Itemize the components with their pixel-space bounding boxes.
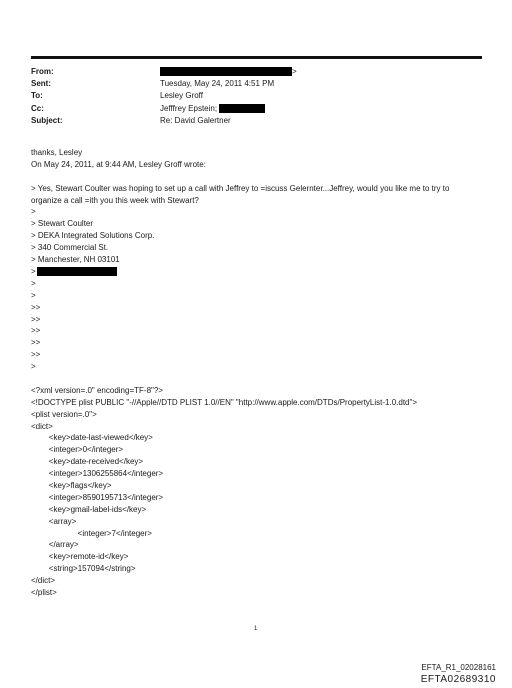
xml-line: <integer>8590195713</integer> bbox=[31, 492, 164, 502]
address-company: > DEKA Integrated Solutions Corp. bbox=[31, 231, 155, 241]
xml-line: <integer>0</integer> bbox=[31, 445, 124, 455]
footer-reference-2: EFTA02689310 bbox=[420, 674, 496, 685]
cc-value: Jefffrey Epstein; bbox=[160, 103, 218, 113]
address-street: > 340 Commercial St. bbox=[31, 243, 109, 253]
quote-line: >> bbox=[31, 302, 41, 312]
quote-line: >> bbox=[31, 314, 41, 324]
cc-label: Cc: bbox=[31, 103, 44, 113]
sent-value: Tuesday, May 24, 2011 4:51 PM bbox=[160, 79, 275, 89]
xml-line: <key>flags</key> bbox=[31, 480, 112, 490]
to-label: To: bbox=[31, 91, 43, 101]
xml-line: </dict> bbox=[31, 576, 56, 586]
xml-line: </plist> bbox=[31, 587, 57, 597]
redacted-block bbox=[160, 67, 292, 76]
xml-line: <array> bbox=[31, 516, 77, 526]
xml-line: <string>157094</string> bbox=[31, 564, 136, 574]
xml-line: <key>remote-id</key> bbox=[31, 552, 129, 562]
xml-line: <dict> bbox=[31, 421, 53, 431]
xml-line: <key>gmail-label-ids</key> bbox=[31, 504, 147, 514]
footer-reference-1: EFTA_R1_02028161 bbox=[421, 663, 496, 672]
quoted-message: > Yes, Stewart Coulter was hoping to set up a call with Jeffrey to =iscuss Gelernter...Jeffrey, would you like me to try to organize a call =ith you this week with Stewart? bbox=[31, 183, 450, 205]
xml-line: </array> bbox=[31, 540, 79, 550]
redacted-line: > bbox=[31, 266, 481, 278]
from-suffix: > bbox=[292, 67, 297, 76]
quote-line: > bbox=[31, 362, 36, 372]
page-number: 1 bbox=[254, 626, 258, 632]
greeting: thanks, Lesley bbox=[31, 148, 83, 157]
xml-line: <integer>1306255864</integer> bbox=[31, 469, 164, 479]
header-rule bbox=[31, 56, 482, 59]
subject-value: Re: David Galertner bbox=[160, 115, 231, 125]
xml-line: <key>date-received</key> bbox=[31, 457, 144, 467]
address-city: > Manchester, NH 03101 bbox=[31, 255, 120, 265]
quote-line: >> bbox=[31, 350, 41, 360]
subject-label: Subject: bbox=[31, 115, 63, 125]
email-body bbox=[31, 147, 481, 599]
xml-line: <integer>7</integer> bbox=[31, 528, 152, 538]
sent-label: Sent: bbox=[31, 79, 51, 89]
redacted-block bbox=[219, 104, 265, 113]
quote-line: >> bbox=[31, 338, 41, 348]
quote-line: > bbox=[31, 207, 36, 217]
from-label: From: bbox=[31, 67, 54, 76]
quote-line: > bbox=[31, 278, 36, 288]
xml-line: <?xml version=.0" encoding=TF-8"?> bbox=[31, 385, 163, 395]
quote-line: > bbox=[31, 290, 36, 300]
xml-line: <key>date-last-viewed</key> bbox=[31, 433, 153, 443]
redacted-block bbox=[37, 267, 117, 276]
xml-line: <!DOCTYPE plist PUBLIC "-//Apple//DTD PLIST 1.0//EN" "http://www.apple.com/DTDs/PropertyList-1.0.dtd"> bbox=[31, 397, 418, 407]
address-name: > Stewart Coulter bbox=[31, 219, 94, 229]
attribution: On May 24, 2011, at 9:44 AM, Lesley Groff wrote: bbox=[31, 159, 206, 169]
to-value: Lesley Groff bbox=[160, 91, 203, 101]
xml-line: <plist version=.0"> bbox=[31, 409, 97, 419]
quote-line: >> bbox=[31, 326, 41, 336]
